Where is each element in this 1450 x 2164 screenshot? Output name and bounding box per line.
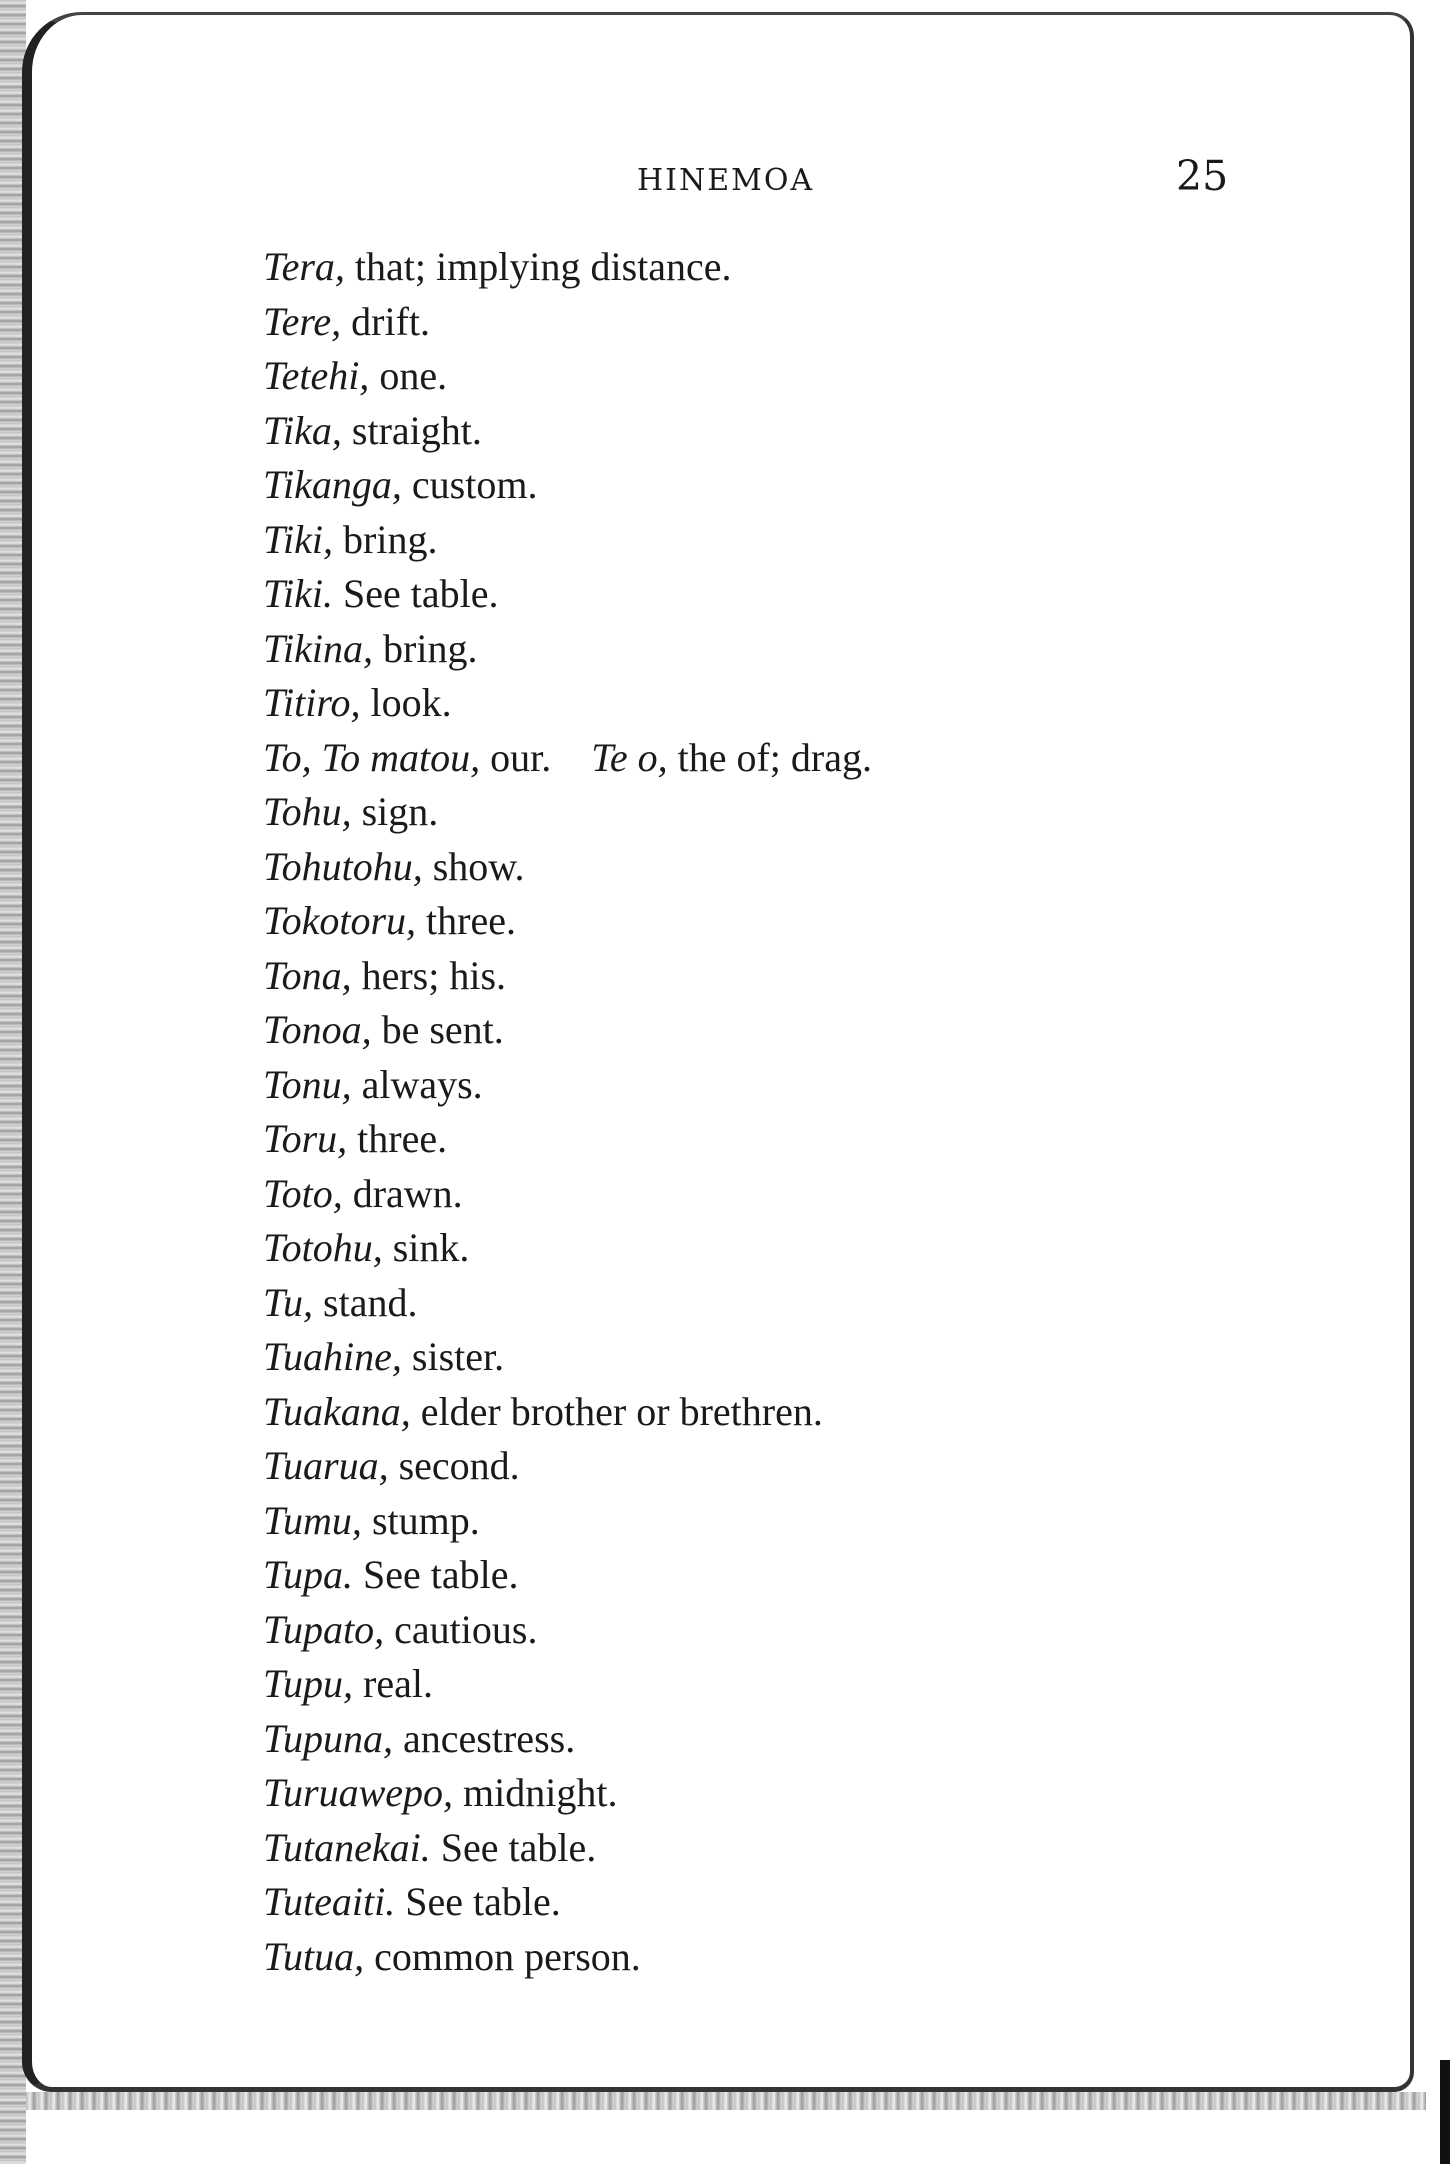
entry-definition: See table. <box>363 1552 519 1597</box>
entry-term: Tupu, <box>263 1661 354 1706</box>
entry-term: Tikina, <box>263 625 374 671</box>
entry-term: Tohutohu, <box>263 843 423 889</box>
entry-definition: one. <box>379 353 448 398</box>
glossary-entry <box>263 1276 1363 1331</box>
entry-term: Tupato, <box>263 1606 385 1652</box>
entry-definition: common person. <box>374 1933 641 1979</box>
entry-term: Toto, <box>263 1170 343 1216</box>
glossary-entry <box>263 1003 1363 1058</box>
entry-definition: stand. <box>323 1279 418 1325</box>
glossary-entry <box>263 731 1363 786</box>
glossary-entry <box>263 1930 1363 1985</box>
glossary-entry <box>263 1112 1363 1167</box>
glossary-entry <box>263 1058 1363 1113</box>
entry-term: Tuakana, <box>263 1388 411 1434</box>
entry-definition: sister. <box>411 1334 505 1379</box>
entry-definition: See table. <box>405 1879 561 1924</box>
glossary-entry <box>263 1221 1363 1276</box>
entry-definition: drawn. <box>352 1170 463 1216</box>
right-edge-mark <box>1440 2060 1450 2164</box>
entry-definition-secondary: the of; drag. <box>677 734 872 780</box>
glossary-entry <box>263 1603 1363 1658</box>
glossary-entry <box>263 1766 1363 1821</box>
page-number: 25 <box>1176 152 1229 200</box>
entry-term: Tiki, <box>263 516 334 562</box>
entry-term: Totohu, <box>263 1225 383 1270</box>
glossary-entry <box>263 1167 1363 1222</box>
entry-definition: second. <box>398 1443 520 1488</box>
entry-term: Tonu, <box>263 1061 352 1107</box>
entry-definition: be sent. <box>381 1007 504 1052</box>
entry-definition: sign. <box>361 789 439 834</box>
glossary-entry <box>263 949 1363 1004</box>
entry-term: Tika, <box>263 407 342 453</box>
entry-term: Toru, <box>263 1116 348 1161</box>
entry-term: Tera, <box>263 244 345 289</box>
entry-term: Tonoa, <box>263 1007 372 1052</box>
glossary-entry <box>263 785 1363 840</box>
entry-definition: show. <box>432 843 525 889</box>
entry-definition: look. <box>370 680 452 725</box>
entry-definition: always. <box>361 1061 483 1107</box>
entry-definition: three. <box>426 898 516 943</box>
entry-term: Tupuna, <box>263 1715 394 1761</box>
entry-definition: three. <box>357 1116 448 1161</box>
glossary-entry <box>263 240 1363 295</box>
entry-term: Tumu, <box>263 1497 362 1543</box>
glossary-entry <box>263 1385 1363 1440</box>
entry-definition: custom. <box>411 462 538 507</box>
entry-term: Tetehi, <box>263 353 370 398</box>
entry-term: Titiro, <box>263 680 361 725</box>
glossary-entry <box>263 1494 1363 1549</box>
entry-definition: drift. <box>351 298 431 344</box>
glossary-entry <box>263 1439 1363 1494</box>
glossary-entry <box>263 1657 1363 1712</box>
entry-term: Tupa. <box>263 1552 354 1597</box>
entry-definition: ancestress. <box>403 1715 576 1761</box>
entry-definition: hers; his. <box>361 952 507 998</box>
entry-definition: that; implying distance. <box>354 244 732 289</box>
entry-term: Tuarua, <box>263 1443 389 1488</box>
entry-term: Turuawepo, <box>263 1770 454 1815</box>
glossary-entry <box>263 622 1363 677</box>
entry-definition: our. <box>490 734 552 780</box>
entry-term: Tokotoru, <box>263 898 417 943</box>
glossary-list <box>263 240 1363 1984</box>
entry-term: Tohu, <box>263 789 352 834</box>
page-bottom-edge <box>26 2092 1426 2110</box>
entry-definition: bring. <box>343 516 438 562</box>
entry-definition: midnight. <box>463 1770 618 1815</box>
entry-term: To, To matou, <box>263 734 481 780</box>
entry-term: Tere, <box>263 298 342 344</box>
glossary-entry <box>263 567 1363 622</box>
entry-definition: See table. <box>440 1824 597 1870</box>
entry-definition: bring. <box>383 625 478 671</box>
glossary-entry <box>263 1330 1363 1385</box>
glossary-entry <box>263 404 1363 459</box>
glossary-entry <box>263 676 1363 731</box>
glossary-entry <box>263 894 1363 949</box>
entry-definition: straight. <box>351 407 482 453</box>
entry-term: Tutanekai. <box>263 1824 431 1870</box>
entry-definition: stump. <box>371 1497 480 1543</box>
glossary-entry <box>263 1875 1363 1930</box>
entry-term: Tikanga, <box>263 462 402 507</box>
glossary-entry <box>263 1821 1363 1876</box>
running-title: HINEMOA <box>637 163 815 198</box>
glossary-entry <box>263 1548 1363 1603</box>
entry-term: Tona, <box>263 952 352 998</box>
glossary-entry <box>263 840 1363 895</box>
entry-definition: See table. <box>343 571 499 616</box>
glossary-entry <box>263 295 1363 350</box>
entry-term: Tutua, <box>263 1933 365 1979</box>
entry-definition: sink. <box>392 1225 470 1270</box>
entry-term: Tiki. <box>263 571 334 616</box>
entry-definition: elder brother or brethren. <box>420 1388 823 1434</box>
entry-term-secondary: Te o, <box>591 734 668 780</box>
glossary-entry <box>263 458 1363 513</box>
entry-term: Tuahine, <box>263 1334 402 1379</box>
glossary-entry <box>263 513 1363 568</box>
entry-definition: cautious. <box>394 1606 538 1652</box>
glossary-entry <box>263 349 1363 404</box>
entry-term: Tuteaiti. <box>263 1879 396 1924</box>
entry-term: Tu, <box>263 1279 314 1325</box>
glossary-entry <box>263 1712 1363 1767</box>
entry-definition: real. <box>363 1661 433 1706</box>
